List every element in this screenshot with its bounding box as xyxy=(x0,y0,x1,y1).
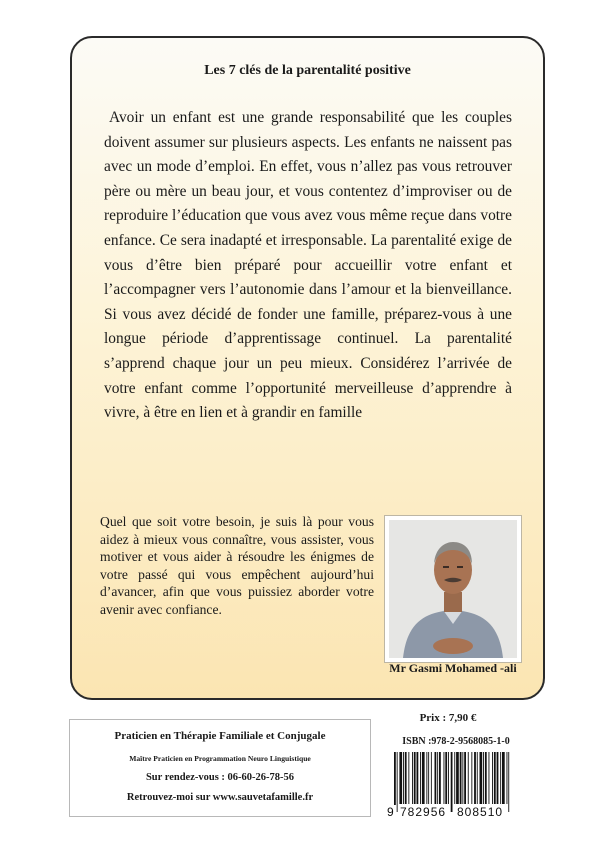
barcode-bar xyxy=(489,752,490,804)
barcode xyxy=(386,752,514,822)
barcode-bar xyxy=(507,752,508,804)
barcode-bar xyxy=(428,752,429,804)
barcode-bar xyxy=(483,752,484,804)
barcode-right-digits: 808510 xyxy=(457,805,504,819)
barcode-bar xyxy=(464,752,466,804)
barcode-bar xyxy=(420,752,421,804)
intro-paragraph: Avoir un enfant est une grande responsabilité que les couples doivent assumer sur plusieurs aspects. Les enfants ne naissent pas avec un mode d’emploi. En effet, vous n’allez pas vous retrouver père ou mère un beau jour, et vous contentez d’improviser ou de reproduire l’éducation que vous avez vous même reçue dans votre enfance. Ce sera inadapté et irresponsable. La parentalité exige de vous d’être bien préparé pour accueillir votre enfant et l’accompagner vers l’autonomie dans l’amour et la bienveillance. Si vous avez décidé de fonder une famille, préparez-vous à une longue période d’apprentissage continuel. La parentalité s’apprend chaque jour un peu mieux. Considérez l’arrivée de votre enfant comme l’opportunité merveilleuse d’apprendre à vivre, à être en lien et à grandir en famille xyxy=(104,109,512,422)
barcode-bar xyxy=(448,752,449,804)
author-name: Mr Gasmi Mohamed -ali xyxy=(389,661,517,675)
barcode-bar xyxy=(408,752,409,804)
author-portrait-image xyxy=(389,520,517,658)
contact-phone: Sur rendez-vous : 06-60-26-78-56 xyxy=(145,772,295,783)
book-title: Les 7 clés de la parentalité positive xyxy=(204,63,411,78)
barcode-bar xyxy=(412,752,413,804)
barcode-bar xyxy=(437,752,438,804)
barcode-bar xyxy=(439,752,441,804)
barcode-bar xyxy=(426,752,427,804)
barcode-bar xyxy=(435,752,437,804)
barcode-bar xyxy=(399,752,402,804)
barcode-bar xyxy=(500,752,501,804)
barcode-bar xyxy=(492,752,493,804)
contact-certification: Maître Praticien en Programmation Neuro Linguistique xyxy=(129,754,311,763)
isbn-label: ISBN :978-2-9568085-1-0 xyxy=(402,736,510,747)
contact-website: Retrouvez-moi sur www.sauvetafamille.fr xyxy=(126,792,314,803)
barcode-bar xyxy=(444,752,445,804)
barcode-bar xyxy=(494,752,496,804)
barcode-lead-digit: 9 xyxy=(387,805,395,819)
barcode-bar xyxy=(397,752,398,812)
price-label: Prix : 7,90 € xyxy=(419,712,477,724)
back-cover-panel xyxy=(70,36,545,700)
contact-profession: Praticien en Thérapie Familiale et Conjugale xyxy=(114,730,326,742)
barcode-bar xyxy=(454,752,455,804)
barcode-digits xyxy=(386,805,514,819)
barcode-bar xyxy=(414,752,416,804)
barcode-bar xyxy=(497,752,499,804)
barcode-bar xyxy=(502,752,505,804)
barcode-bar xyxy=(445,752,447,804)
barcode-bar xyxy=(462,752,463,804)
barcode-bar xyxy=(405,752,407,804)
barcode-bar xyxy=(460,752,462,804)
barcode-bar xyxy=(480,752,483,804)
barcode-bar xyxy=(394,752,396,812)
barcode-bar xyxy=(431,752,432,804)
barcode-bar xyxy=(508,752,509,812)
barcode-bar xyxy=(456,752,459,804)
barcode-bar xyxy=(468,752,469,804)
barcode-bar xyxy=(451,752,453,812)
barcode-bar xyxy=(485,752,487,804)
barcode-bar xyxy=(477,752,478,804)
barcode-bars xyxy=(386,752,514,812)
author-bio: Quel que soit votre besoin, je suis là pour vous aidez à mieux vous connaître, vous assister, vous motiver et vous aider à résoudre les énigmes de votre passé qui vous empêchent aujourd’hui d’avancer, afin que vous puissiez aborder votre avenir avec confiance. xyxy=(100,514,374,617)
author-photo xyxy=(384,515,522,663)
barcode-bar xyxy=(474,752,476,804)
barcode-left-digits: 782956 xyxy=(400,805,447,819)
contact-box xyxy=(69,719,371,817)
barcode-bar xyxy=(403,752,404,804)
barcode-bar xyxy=(471,752,472,804)
barcode-bar xyxy=(422,752,425,804)
barcode-bar xyxy=(417,752,419,804)
